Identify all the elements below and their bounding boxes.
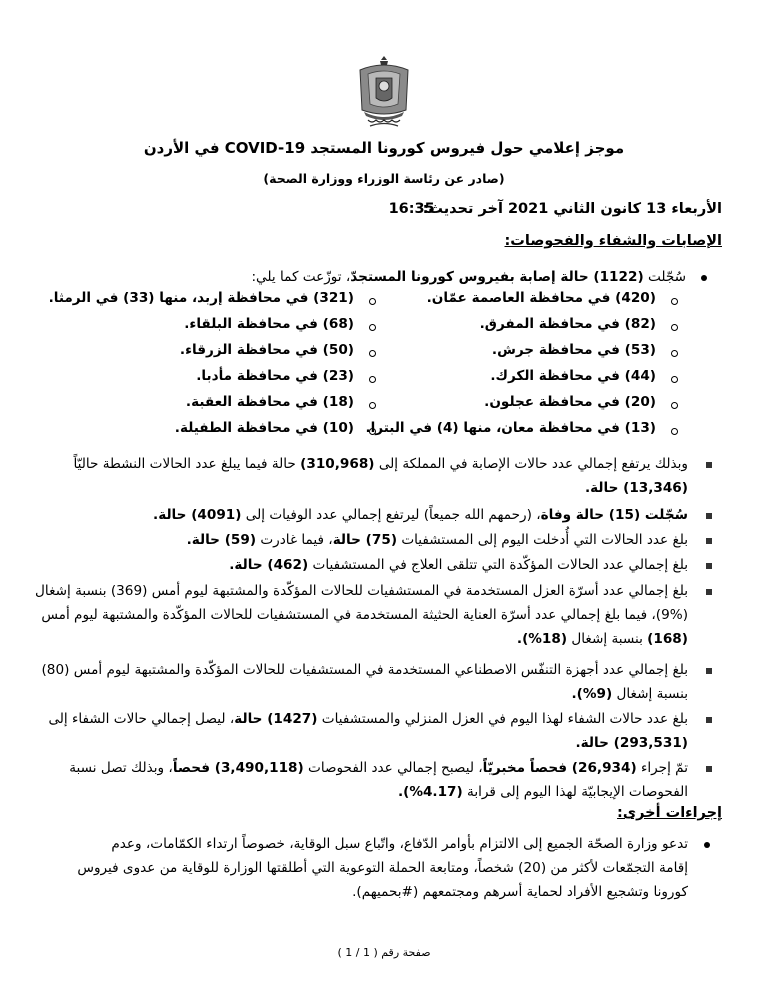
cases-intro: سُجّلت (1122) حالة إصابة بفيروس كورونا المستجدّ، توزّعت كما يلي: (251, 269, 686, 285)
page-title: موجز إعلامي حول فيروس كورونا المستجد COVID-19 في الأردن (143, 139, 625, 157)
bullet-circle-icon (369, 428, 376, 435)
governorate-item: (321) في محافظة إربد، منها (33) في الرمثا. (48, 290, 354, 306)
bullet-square-icon (706, 538, 712, 544)
deaths-paragraph: سُجّلت (15) حالة وفاة، (رحمهم الله جميعاً) ليرتفع إجمالي عدد الوفيات إلى (4091) حالة. (153, 507, 688, 523)
page-subtitle: (صادر عن رئاسة الوزراء ووزارة الصحة) (263, 171, 505, 186)
section-heading-other-measures: إجراءات أخرى: (617, 805, 722, 821)
bullet-circle-icon (671, 324, 678, 331)
beds-paragraph: بلغ إجمالي عدد أسرّة العزل المستخدمة في المستشفيات للحالات المؤكّدة والمشتبهة ليوم أمس (369) بنسبة إشغال (9%)، فيما بلغ إجمالي عدد أسرّة العناية الحثيثة المستخدمة في المستشفيات للحالات المؤكّدة والمشتبهة ليوم أمس (168) بنسبة إشغال (18%). (35, 583, 688, 647)
bullet-circle-icon (369, 350, 376, 357)
bullet-square-icon (706, 668, 712, 674)
governorate-item: (44) في محافظة الكرك. (490, 368, 656, 384)
governorate-item: (82) في محافظة المفرق. (479, 316, 656, 332)
bullet-circle-icon (369, 402, 376, 409)
dateline (388, 201, 722, 217)
governorate-item: (13) في محافظة معان، منها (4) في البترا. (365, 420, 656, 436)
bullet-circle-icon (671, 350, 678, 357)
governorate-item: (20) في محافظة عجلون. (484, 394, 656, 410)
bullet-square-icon (706, 563, 712, 569)
total-cases-paragraph: وبذلك يرتفع إجمالي عدد حالات الإصابة في المملكة إلى (310,968) حالة فيما يبلغ عدد الحالات النشطة حاليّاً (13,346) حالة. (73, 456, 688, 496)
bullet-circle-icon (671, 376, 678, 383)
date-text: الأربعاء 13 كانون الثاني 2021 آخر تحديث: (422, 201, 722, 217)
bullet-dot-icon (701, 275, 707, 281)
governorate-item: (10) في محافظة الطفيلة. (174, 420, 354, 436)
bullet-square-icon (706, 462, 712, 468)
bullet-circle-icon (671, 402, 678, 409)
bullet-circle-icon (369, 324, 376, 331)
bullet-circle-icon (369, 376, 376, 383)
bullet-circle-icon (369, 298, 376, 305)
tests-paragraph: تمّ إجراء (26,934) فحصاً مخبريّاً، ليصبح إجمالي عدد الفحوصات (3,490,118) فحصاً، وبذلك تصل نسبة الفحوصات الإيجابيّة لهذا اليوم إلى قرابة (4.17%). (69, 760, 688, 800)
ventilators-paragraph: بلغ إجمالي عدد أجهزة التنفّس الاصطناعي المستخدمة في المستشفيات للحالات المؤكّدة والمشتبهة ليوم أمس (80) بنسبة إشغال (9%). (41, 662, 688, 702)
bullet-square-icon (706, 513, 712, 519)
bullet-square-icon (706, 717, 712, 723)
update-time: 16:35 (388, 201, 435, 217)
hospitalized-paragraph: بلغ إجمالي عدد الحالات المؤكّدة التي تتلقى العلاج في المستشفيات (462) حالة. (229, 557, 688, 573)
recoveries-paragraph: بلغ عدد حالات الشفاء لهذا اليوم في العزل المنزلي والمستشفيات (1427) حالة، ليصل إجمالي حالات الشفاء إلى (293,531) حالة. (48, 711, 688, 751)
bullet-square-icon (706, 766, 712, 772)
measures-paragraph: تدعو وزارة الصحّة الجميع إلى الالتزام بأوامر الدّفاع، واتّباع سبل الوقاية، خصوصاً ارتداء الكمّامات، وعدم إقامة التجمّعات لأكثر من (20) شخصاً، ومتابعة الحملة التوعوية التي أطلقتها الوزارة للوقاية من عدوى فيروس كورونا وتشجيع الأفراد لحماية أسرهم ومجتمعهم (#بحميهم). (77, 836, 688, 900)
page-number: صفحة رقم ( 1 / 1 ) (337, 946, 431, 959)
section-heading-cases: الإصابات والشفاء والفحوصات: (504, 233, 722, 249)
governorate-item: (18) في محافظة العقبة. (185, 394, 354, 410)
governorate-item: (420) في محافظة العاصمة عمّان. (426, 290, 656, 306)
governorate-item: (68) في محافظة البلقاء. (184, 316, 354, 332)
bullet-circle-icon (671, 298, 678, 305)
bullet-circle-icon (671, 428, 678, 435)
bullet-dot-icon (704, 842, 710, 848)
jordan-crest-icon (354, 52, 414, 132)
governorate-item: (53) في محافظة جرش. (491, 342, 656, 358)
admissions-paragraph: بلغ عدد الحالات التي أُدخلت اليوم إلى المستشفيات (75) حالة، فيما غادرت (59) حالة. (186, 532, 688, 548)
bullet-square-icon (706, 589, 712, 595)
governorate-item: (50) في محافظة الزرقاء. (179, 342, 354, 358)
governorate-item: (23) في محافظة مأدبا. (196, 368, 354, 384)
